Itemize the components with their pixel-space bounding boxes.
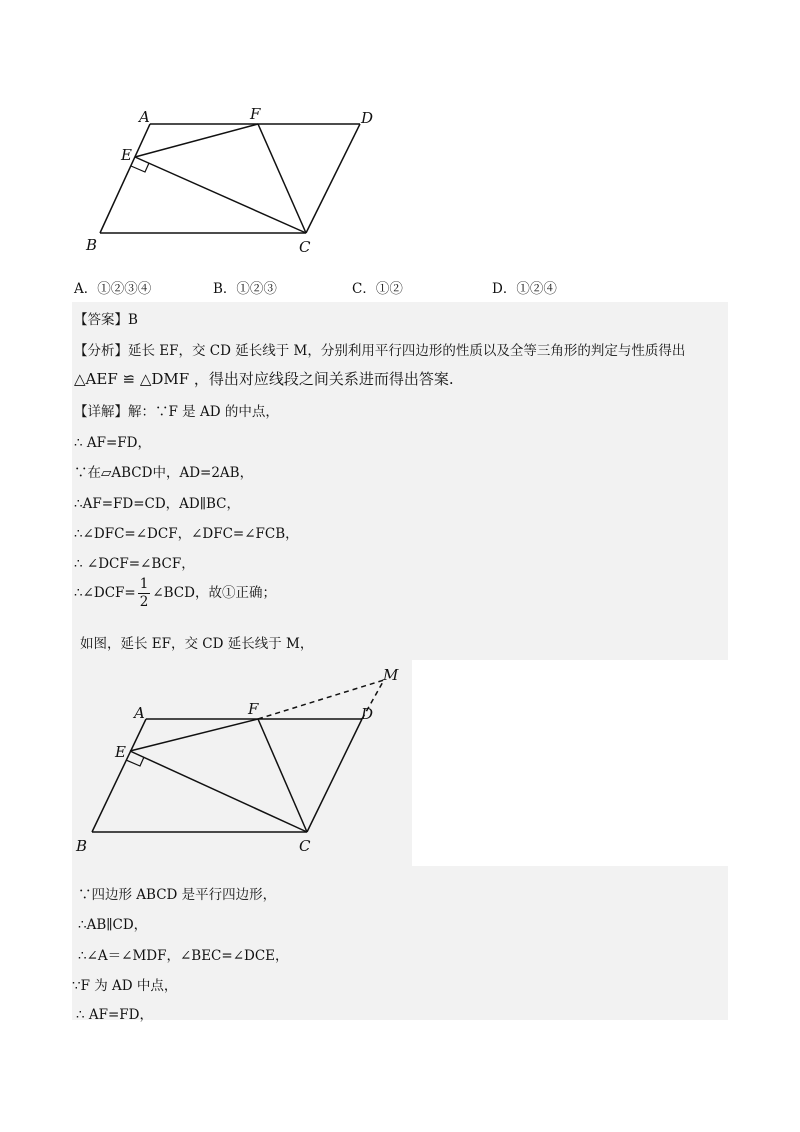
proof-line-2: ∴AB∥CD，	[78, 917, 148, 933]
label-d: D	[361, 109, 374, 127]
analysis-text-1: 延长 EF，交 CD 延长线于 M，分别利用平行四边形的性质以及全等三角形的判定与性质得出	[128, 343, 686, 359]
label-f-2: F	[248, 700, 259, 718]
analysis-line-1	[74, 339, 685, 359]
detail-7-prefix: ∴∠DCF=	[74, 585, 136, 601]
option-a: A．①②③④	[74, 281, 152, 297]
label-b-2: B	[76, 837, 88, 855]
segment-ec	[135, 157, 306, 233]
label-a: A	[139, 108, 150, 126]
extended-parallelogram-figure	[72, 660, 412, 866]
label-a-2: A	[134, 704, 145, 722]
proof-line-4: ∵F 为 AD 中点，	[72, 978, 178, 994]
detail-text-1: 解：∵F 是 AD 的中点，	[128, 404, 279, 420]
extended-figure-panel	[72, 660, 412, 866]
label-m: M	[383, 666, 399, 684]
proof-line-3: ∴∠A＝∠MDF，∠BEC=∠DCE，	[78, 948, 289, 964]
right-angle-mark	[131, 163, 149, 172]
option-c: C．①②	[352, 281, 403, 297]
segment-dc-2	[307, 719, 362, 832]
segment-ec-2	[130, 751, 307, 832]
answer-line: 【答案】B	[74, 312, 138, 328]
detail-7-suffix: ∠BCD，故①正确；	[152, 585, 276, 601]
parallelogram-figure	[80, 100, 390, 260]
right-angle-mark-2	[126, 757, 144, 766]
fraction-denominator: 2	[139, 593, 149, 610]
detail-line-3: ∵在▱ABCD中，AD=2AB，	[74, 465, 254, 481]
label-e: E	[121, 146, 132, 164]
segment-ba	[100, 124, 150, 233]
option-d: D．①②④	[492, 281, 557, 297]
analysis-head: 【分析】	[74, 343, 128, 359]
segment-dc	[306, 124, 360, 233]
proof-line-5: ∴ AF=FD，	[76, 1007, 153, 1023]
fraction-numerator: 1	[139, 576, 149, 592]
detail-line-6: ∴ ∠DCF=∠BCF，	[74, 556, 195, 572]
label-c-2: C	[299, 837, 311, 855]
answer-options	[74, 277, 734, 297]
detail-head: 【详解】	[74, 404, 128, 420]
proof-panel	[72, 866, 728, 1023]
segment-fc-2	[258, 719, 307, 832]
detail-line-8: 如图，延长 EF，交 CD 延长线于 M，	[80, 636, 314, 652]
label-c: C	[299, 238, 311, 256]
detail-line-1	[74, 400, 279, 420]
detail-line-7	[74, 578, 276, 609]
segment-ba-2	[92, 719, 146, 832]
label-b: B	[86, 236, 98, 254]
analysis-line-2: △AEF ≌ △DMF ，得出对应线段之间关系进而得出答案.	[74, 370, 454, 388]
segment-ef-2	[130, 719, 258, 751]
segment-ef	[135, 124, 258, 157]
detail-line-5: ∴∠DFC=∠DCF，∠DFC=∠FCB，	[74, 526, 299, 542]
label-e-2: E	[115, 743, 126, 761]
fraction-one-half	[138, 578, 151, 609]
detail-line-4: ∴AF=FD=CD，AD∥BC，	[74, 496, 240, 512]
segment-fc	[258, 124, 306, 233]
option-b: B．①②③	[213, 281, 277, 297]
label-f: F	[250, 105, 261, 123]
detail-line-2: ∴ AF=FD，	[74, 435, 151, 451]
solution-panel	[72, 302, 728, 660]
label-d-2: D	[361, 705, 374, 723]
proof-line-1: ∵四边形 ABCD 是平行四边形，	[78, 887, 277, 903]
